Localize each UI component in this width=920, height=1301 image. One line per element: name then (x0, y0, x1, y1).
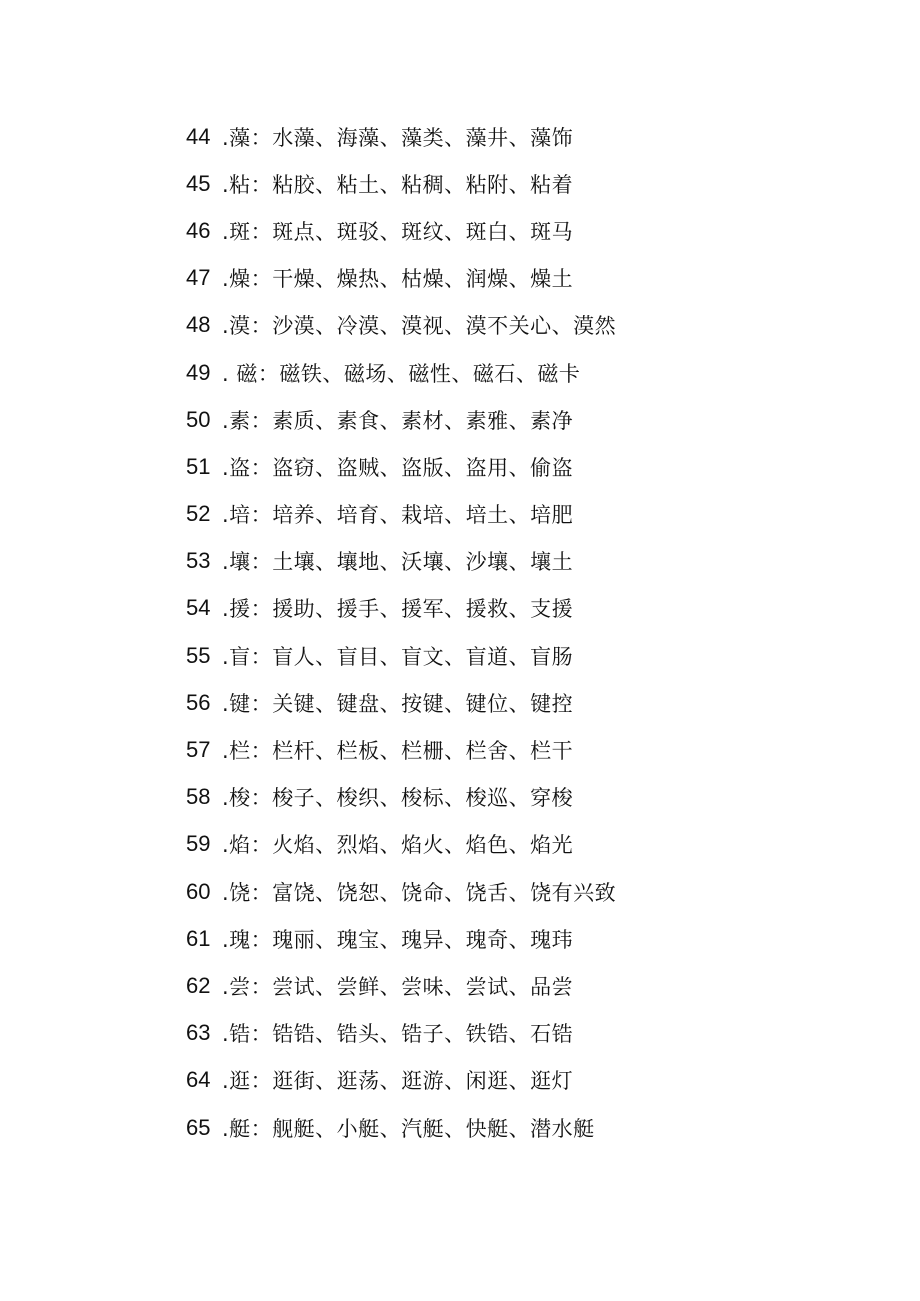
vocab-entry (186, 443, 616, 490)
entry-number: 65 (186, 1114, 211, 1140)
entry-character: .逛： (222, 1069, 273, 1094)
entry-character: .粘： (222, 172, 273, 197)
entry-words: 磁铁、磁场、磁性、磁石、磁卡 (279, 361, 581, 386)
entry-number: 63 (186, 1020, 211, 1046)
entry-words: 素质、素食、素材、素雅、素净 (272, 408, 574, 433)
entry-words: 火焰、烈焰、焰火、焰色、焰光 (272, 833, 574, 858)
entry-character: .饶： (222, 880, 273, 905)
entry-number: 60 (186, 878, 211, 904)
entry-character: .栏： (222, 739, 273, 764)
entry-words: 粘胶、粘土、粘稠、粘附、粘着 (272, 172, 574, 197)
entry-character: .键： (222, 691, 273, 716)
entry-number: 62 (186, 972, 211, 998)
vocab-entry (186, 962, 616, 1009)
entry-character: .漠： (222, 314, 273, 339)
entry-character: .藻： (222, 125, 273, 150)
entry-character: .盗： (222, 455, 273, 480)
entry-number: 50 (186, 406, 211, 432)
entry-number: 47 (186, 265, 211, 291)
vocab-entry (186, 868, 616, 915)
entry-words: 关键、键盘、按键、键位、键控 (272, 691, 574, 716)
entry-number: 45 (186, 170, 211, 196)
entry-words: 瑰丽、瑰宝、瑰异、瑰奇、瑰玮 (272, 927, 574, 952)
vocab-entry (186, 915, 616, 962)
entry-words: 斑点、斑驳、斑纹、斑白、斑马 (272, 219, 574, 244)
entry-number: 61 (186, 925, 211, 951)
entry-words: 盲人、盲目、盲文、盲道、盲肠 (272, 644, 574, 669)
vocab-entry (186, 255, 616, 302)
entry-character: .盲： (222, 644, 273, 669)
entry-words: 梭子、梭织、梭标、梭巡、穿梭 (272, 786, 574, 811)
vocab-entry (186, 396, 616, 443)
entry-character: .壤： (222, 550, 273, 575)
entry-character: . 磁： (222, 361, 280, 386)
entry-words: 逛街、逛荡、逛游、闲逛、逛灯 (272, 1069, 574, 1094)
entry-number: 51 (186, 453, 211, 479)
entry-words: 锆锆、锆头、锆子、铁锆、石锆 (272, 1022, 574, 1047)
entry-number: 53 (186, 548, 211, 574)
entry-character: .素： (222, 408, 273, 433)
vocab-entry (186, 632, 616, 679)
entry-number: 54 (186, 595, 211, 621)
vocab-entry (186, 774, 616, 821)
entry-words: 水藻、海藻、藻类、藻井、藻饰 (272, 125, 574, 150)
entry-words: 土壤、壤地、沃壤、沙壤、壤土 (272, 550, 574, 575)
entry-number: 44 (186, 123, 211, 149)
entry-number: 58 (186, 784, 211, 810)
entry-number: 59 (186, 831, 211, 857)
vocab-entry (186, 160, 616, 207)
vocab-entry (186, 349, 616, 396)
entry-character: .艇： (222, 1116, 273, 1141)
vocab-entry (186, 538, 616, 585)
entry-words: 尝试、尝鲜、尝味、尝试、品尝 (272, 974, 574, 999)
entry-number: 55 (186, 642, 211, 668)
entry-character: .锆： (222, 1022, 273, 1047)
entry-words: 栏杆、栏板、栏栅、栏舍、栏干 (272, 739, 574, 764)
entry-character: .焰： (222, 833, 273, 858)
entry-character: .培： (222, 503, 273, 528)
vocabulary-list (186, 113, 616, 1151)
vocab-entry (186, 207, 616, 254)
entry-number: 52 (186, 501, 211, 527)
entry-character: .瑰： (222, 927, 273, 952)
vocab-entry (186, 821, 616, 868)
entry-words: 援助、援手、援军、援救、支援 (272, 597, 574, 622)
entry-character: .尝： (222, 974, 273, 999)
vocab-entry (186, 1104, 616, 1151)
vocab-entry (186, 302, 616, 349)
vocab-entry (186, 1010, 616, 1057)
entry-character: .援： (222, 597, 273, 622)
entry-words: 盗窃、盗贼、盗版、盗用、偷盗 (272, 455, 574, 480)
vocab-entry (186, 679, 616, 726)
entry-character: .梭： (222, 786, 273, 811)
vocab-entry (186, 585, 616, 632)
vocab-entry (186, 491, 616, 538)
entry-number: 48 (186, 312, 211, 338)
entry-number: 64 (186, 1067, 211, 1093)
entry-words: 富饶、饶恕、饶命、饶舌、饶有兴致 (272, 880, 617, 905)
vocab-entry (186, 1057, 616, 1104)
entry-number: 49 (186, 359, 211, 385)
vocab-entry (186, 113, 616, 160)
entry-number: 56 (186, 689, 211, 715)
entry-number: 57 (186, 737, 211, 763)
entry-words: 培养、培育、栽培、培土、培肥 (272, 503, 574, 528)
entry-character: .燥： (222, 267, 273, 292)
entry-words: 沙漠、冷漠、漠视、漠不关心、漠然 (272, 314, 617, 339)
entry-words: 舰艇、小艇、汽艇、快艇、潜水艇 (272, 1116, 595, 1141)
entry-character: .斑： (222, 219, 273, 244)
entry-words: 干燥、燥热、枯燥、润燥、燥土 (272, 267, 574, 292)
vocab-entry (186, 726, 616, 773)
entry-number: 46 (186, 217, 211, 243)
